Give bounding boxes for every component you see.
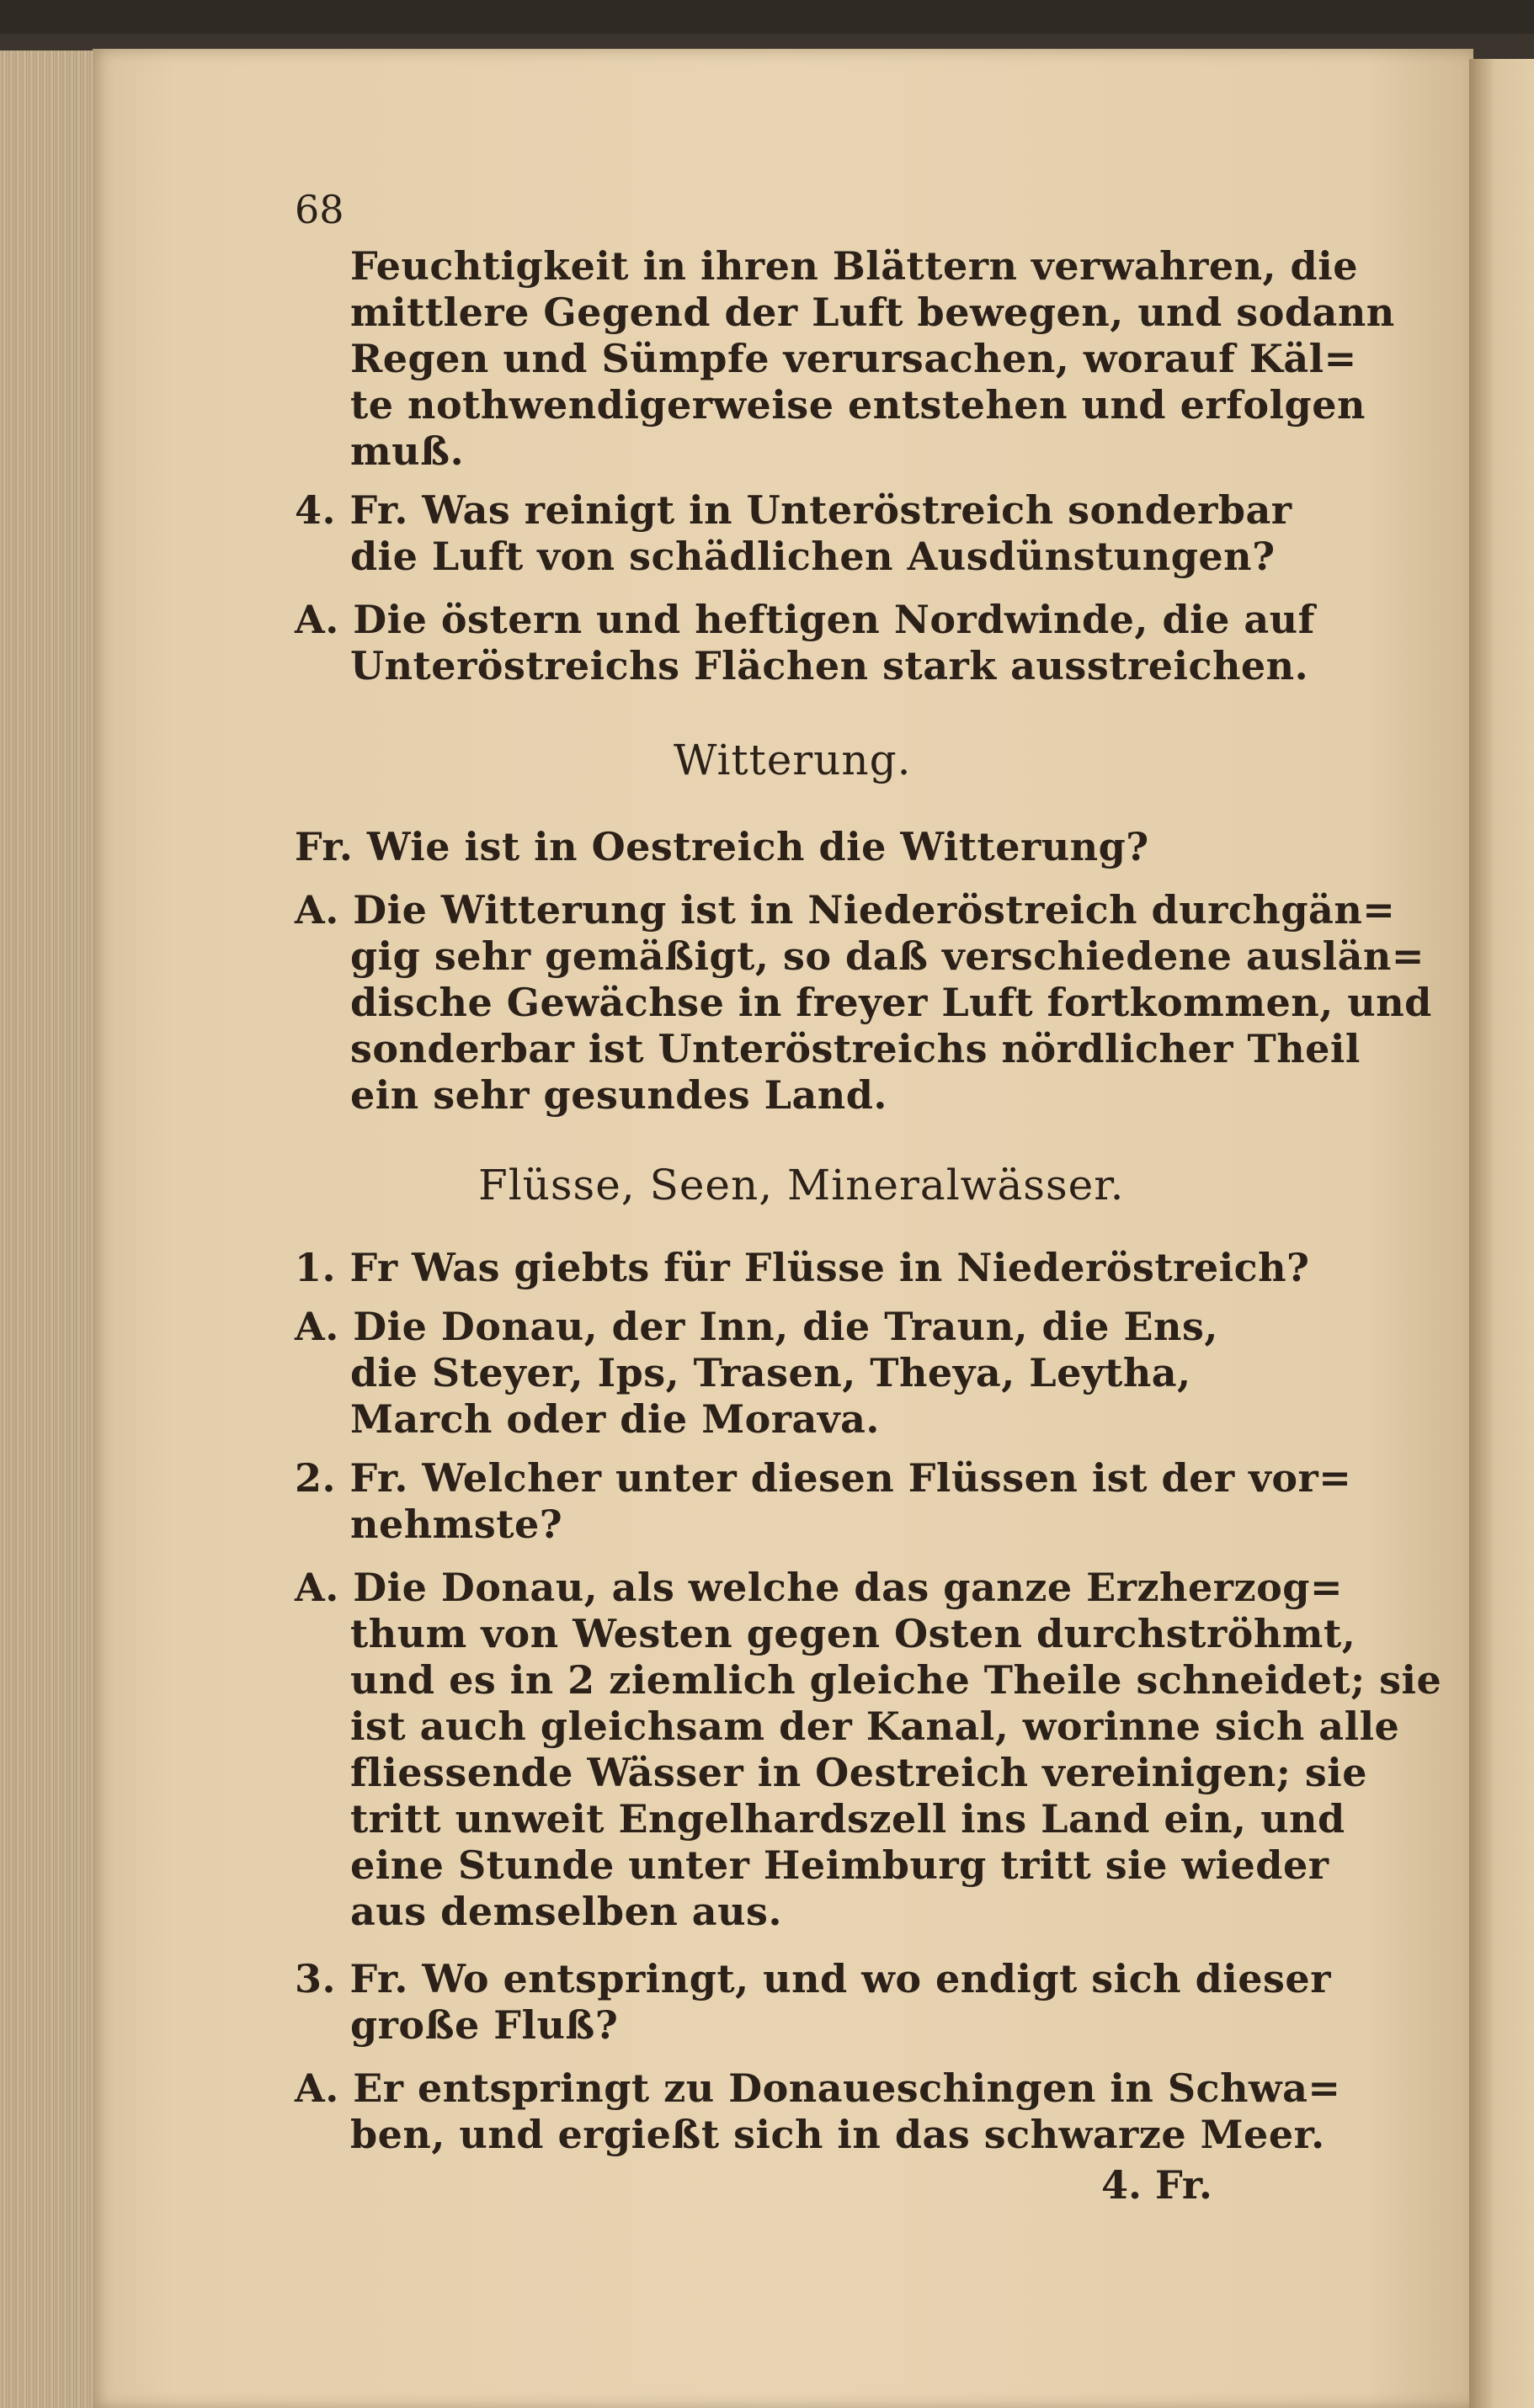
text-line: te nothwendigerweise entstehen und erfolgen (350, 382, 1366, 428)
answer-line: March oder die Morava. (350, 1396, 880, 1442)
answer-line: fliessende Wässer in Oestreich vereinigen; sie (350, 1750, 1367, 1795)
text-line: mittlere Gegend der Luft bewegen, und sodann (350, 290, 1395, 335)
section-heading-fluesse: Flüsse, Seen, Mineralwässer. (478, 1161, 1125, 1209)
answer-line: thum von Westen gegen Osten durchströhmt, (350, 1611, 1356, 1656)
section-heading-witterung: Witterung. (674, 736, 912, 784)
question-line: 1. Fr Was giebts für Flüsse in Niederöstreich? (295, 1245, 1310, 1290)
question-line: 2. Fr. Welcher unter diesen Flüssen ist der vor= (295, 1455, 1352, 1501)
answer-line: und es in 2 ziemlich gleiche Theile schneidet; sie (350, 1657, 1442, 1703)
answer-line: Unteröstreichs Flächen stark ausstreichen. (350, 643, 1309, 688)
page-number: 68 (295, 187, 344, 232)
answer-line: die Steyer, Ips, Trasen, Theya, Leytha, (350, 1350, 1191, 1395)
answer-line: tritt unweit Engelhardszell ins Land ein, und (350, 1796, 1345, 1842)
answer-line: gig sehr gemäßigt, so daß verschiedene auslän= (350, 933, 1425, 979)
answer-line: A. Er entspringt zu Donaueschingen in Schwa= (295, 2065, 1341, 2111)
question-line: große Fluß? (350, 2002, 619, 2048)
text-line: Feuchtigkeit in ihren Blättern verwahren, die (350, 243, 1358, 289)
answer-line: aus demselben aus. (350, 1889, 782, 1934)
answer-line: dische Gewächse in freyer Luft fortkommen, und (350, 980, 1432, 1025)
answer-line: eine Stunde unter Heimburg tritt sie wieder (350, 1842, 1329, 1888)
answer-line: A. Die östern und heftigen Nordwinde, die auf (295, 597, 1315, 642)
answer-line: A. Die Donau, der Inn, die Traun, die Ens, (295, 1304, 1218, 1349)
facing-page-edge (1469, 59, 1534, 2408)
question-line: die Luft von schädlichen Ausdünstungen? (350, 534, 1276, 579)
answer-line: A. Die Witterung ist in Niederöstreich durchgän= (295, 887, 1396, 933)
catchword: 4. Fr. (1101, 2162, 1212, 2208)
answer-line: ist auch gleichsam der Kanal, worinne sich alle (350, 1704, 1400, 1749)
question-line: 3. Fr. Wo entspringt, und wo endigt sich dieser (295, 1956, 1331, 2001)
text-line: muß. (350, 428, 465, 474)
page-edges (0, 50, 101, 2408)
question-line: 4. Fr. Was reinigt in Unteröstreich sonderbar (295, 487, 1292, 533)
question-line: Fr. Wie ist in Oestreich die Witterung? (295, 824, 1149, 869)
answer-line: A. Die Donau, als welche das ganze Erzherzog= (295, 1565, 1344, 1610)
answer-line: ein sehr gesundes Land. (350, 1072, 887, 1118)
answer-line: ben, und ergießt sich in das schwarze Meer. (350, 2112, 1325, 2157)
answer-line: sonderbar ist Unteröstreichs nördlicher Theil (350, 1026, 1361, 1071)
text-line: Regen und Sümpfe verursachen, worauf Käl= (350, 336, 1357, 381)
question-line: nehmste? (350, 1502, 563, 1547)
